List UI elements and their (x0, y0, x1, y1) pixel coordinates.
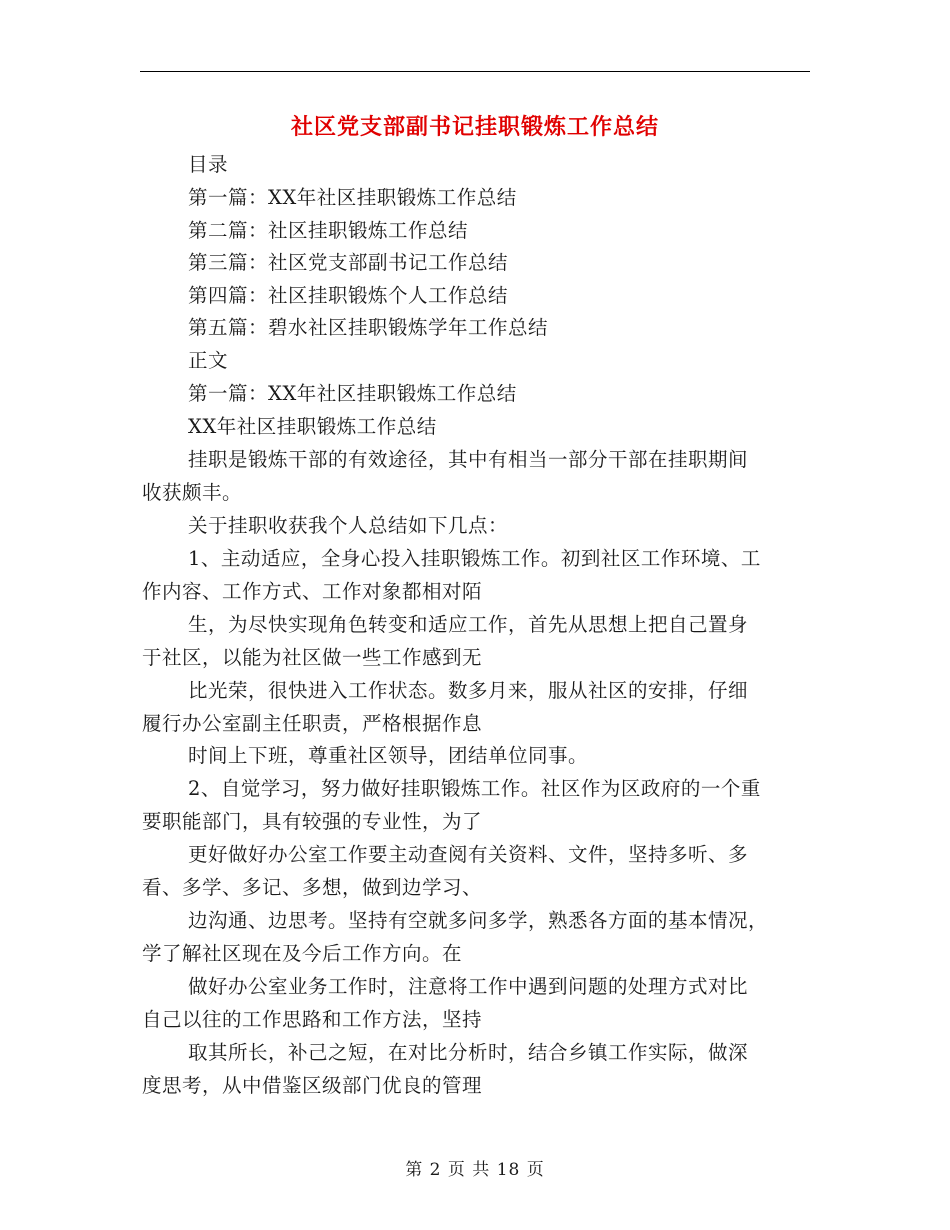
paragraph-line: 作内容、工作方式、工作对象都相对陌 (142, 580, 483, 603)
paragraph-line: 学了解社区现在及今后工作方向。在 (142, 942, 463, 965)
paragraph-line: 做好办公室业务工作时，注意将工作中遇到问题的处理方式对比 (188, 975, 749, 998)
header-rule (140, 71, 810, 72)
paragraph-line: 时间上下班，尊重社区领导，团结单位同事。 (188, 744, 589, 767)
paragraph-line: 更好做好办公室工作要主动查阅有关资料、文件，坚持多听、多 (188, 843, 749, 866)
paragraph-line: 挂职是锻炼干部的有效途径，其中有相当一部分干部在挂职期间 (188, 448, 749, 471)
paragraph-line: 履行办公室副主任职责，严格根据作息 (142, 712, 483, 735)
toc-item-3: 第三篇：社区党支部副书记工作总结 (188, 251, 509, 274)
toc-item-4: 第四篇：社区挂职锻炼个人工作总结 (188, 284, 509, 307)
toc-item-5: 第五篇：碧水社区挂职锻炼学年工作总结 (188, 316, 549, 339)
toc-heading: 目录 (188, 153, 229, 176)
paragraph-line: 2、自觉学习，努力做好挂职锻炼工作。社区作为区政府的一个重 (188, 777, 761, 800)
paragraph-line: 要职能部门，具有较强的专业性，为了 (142, 810, 483, 833)
paragraph-line: 比光荣，很快进入工作状态。数多月来，服从社区的安排，仔细 (188, 679, 749, 702)
chapter-subtitle: XX年社区挂职锻炼工作总结 (188, 415, 437, 438)
paragraph-line: 边沟通、边思考。坚持有空就多问多学，熟悉各方面的基本情况， (188, 909, 769, 932)
paragraph-line: 收获颇丰。 (142, 481, 243, 504)
body-heading: 正文 (188, 349, 229, 372)
document-title: 社区党支部副书记挂职锻炼工作总结 (290, 114, 659, 140)
page-number-footer: 第 2 页 共 18 页 (405, 1160, 545, 1180)
paragraph-line: 自己以往的工作思路和工作方法，坚持 (142, 1008, 483, 1031)
paragraph-line: 于社区，以能为社区做一些工作感到无 (142, 646, 483, 669)
chapter-heading: 第一篇：XX年社区挂职锻炼工作总结 (188, 382, 517, 405)
paragraph-line: 1、主动适应，全身心投入挂职锻炼工作。初到社区工作环境、工 (188, 547, 761, 570)
paragraph-line: 取其所长，补己之短，在对比分析时，结合乡镇工作实际，做深 (188, 1041, 749, 1064)
paragraph-line: 生，为尽快实现角色转变和适应工作，首先从思想上把自己置身 (188, 613, 749, 636)
paragraph-line: 关于挂职收获我个人总结如下几点： (188, 514, 509, 537)
toc-item-2: 第二篇：社区挂职锻炼工作总结 (188, 219, 469, 242)
paragraph-line: 度思考，从中借鉴区级部门优良的管理 (142, 1074, 483, 1097)
paragraph-line: 看、多学、多记、多想，做到边学习、 (142, 876, 483, 899)
toc-item-1: 第一篇：XX年社区挂职锻炼工作总结 (188, 186, 517, 209)
